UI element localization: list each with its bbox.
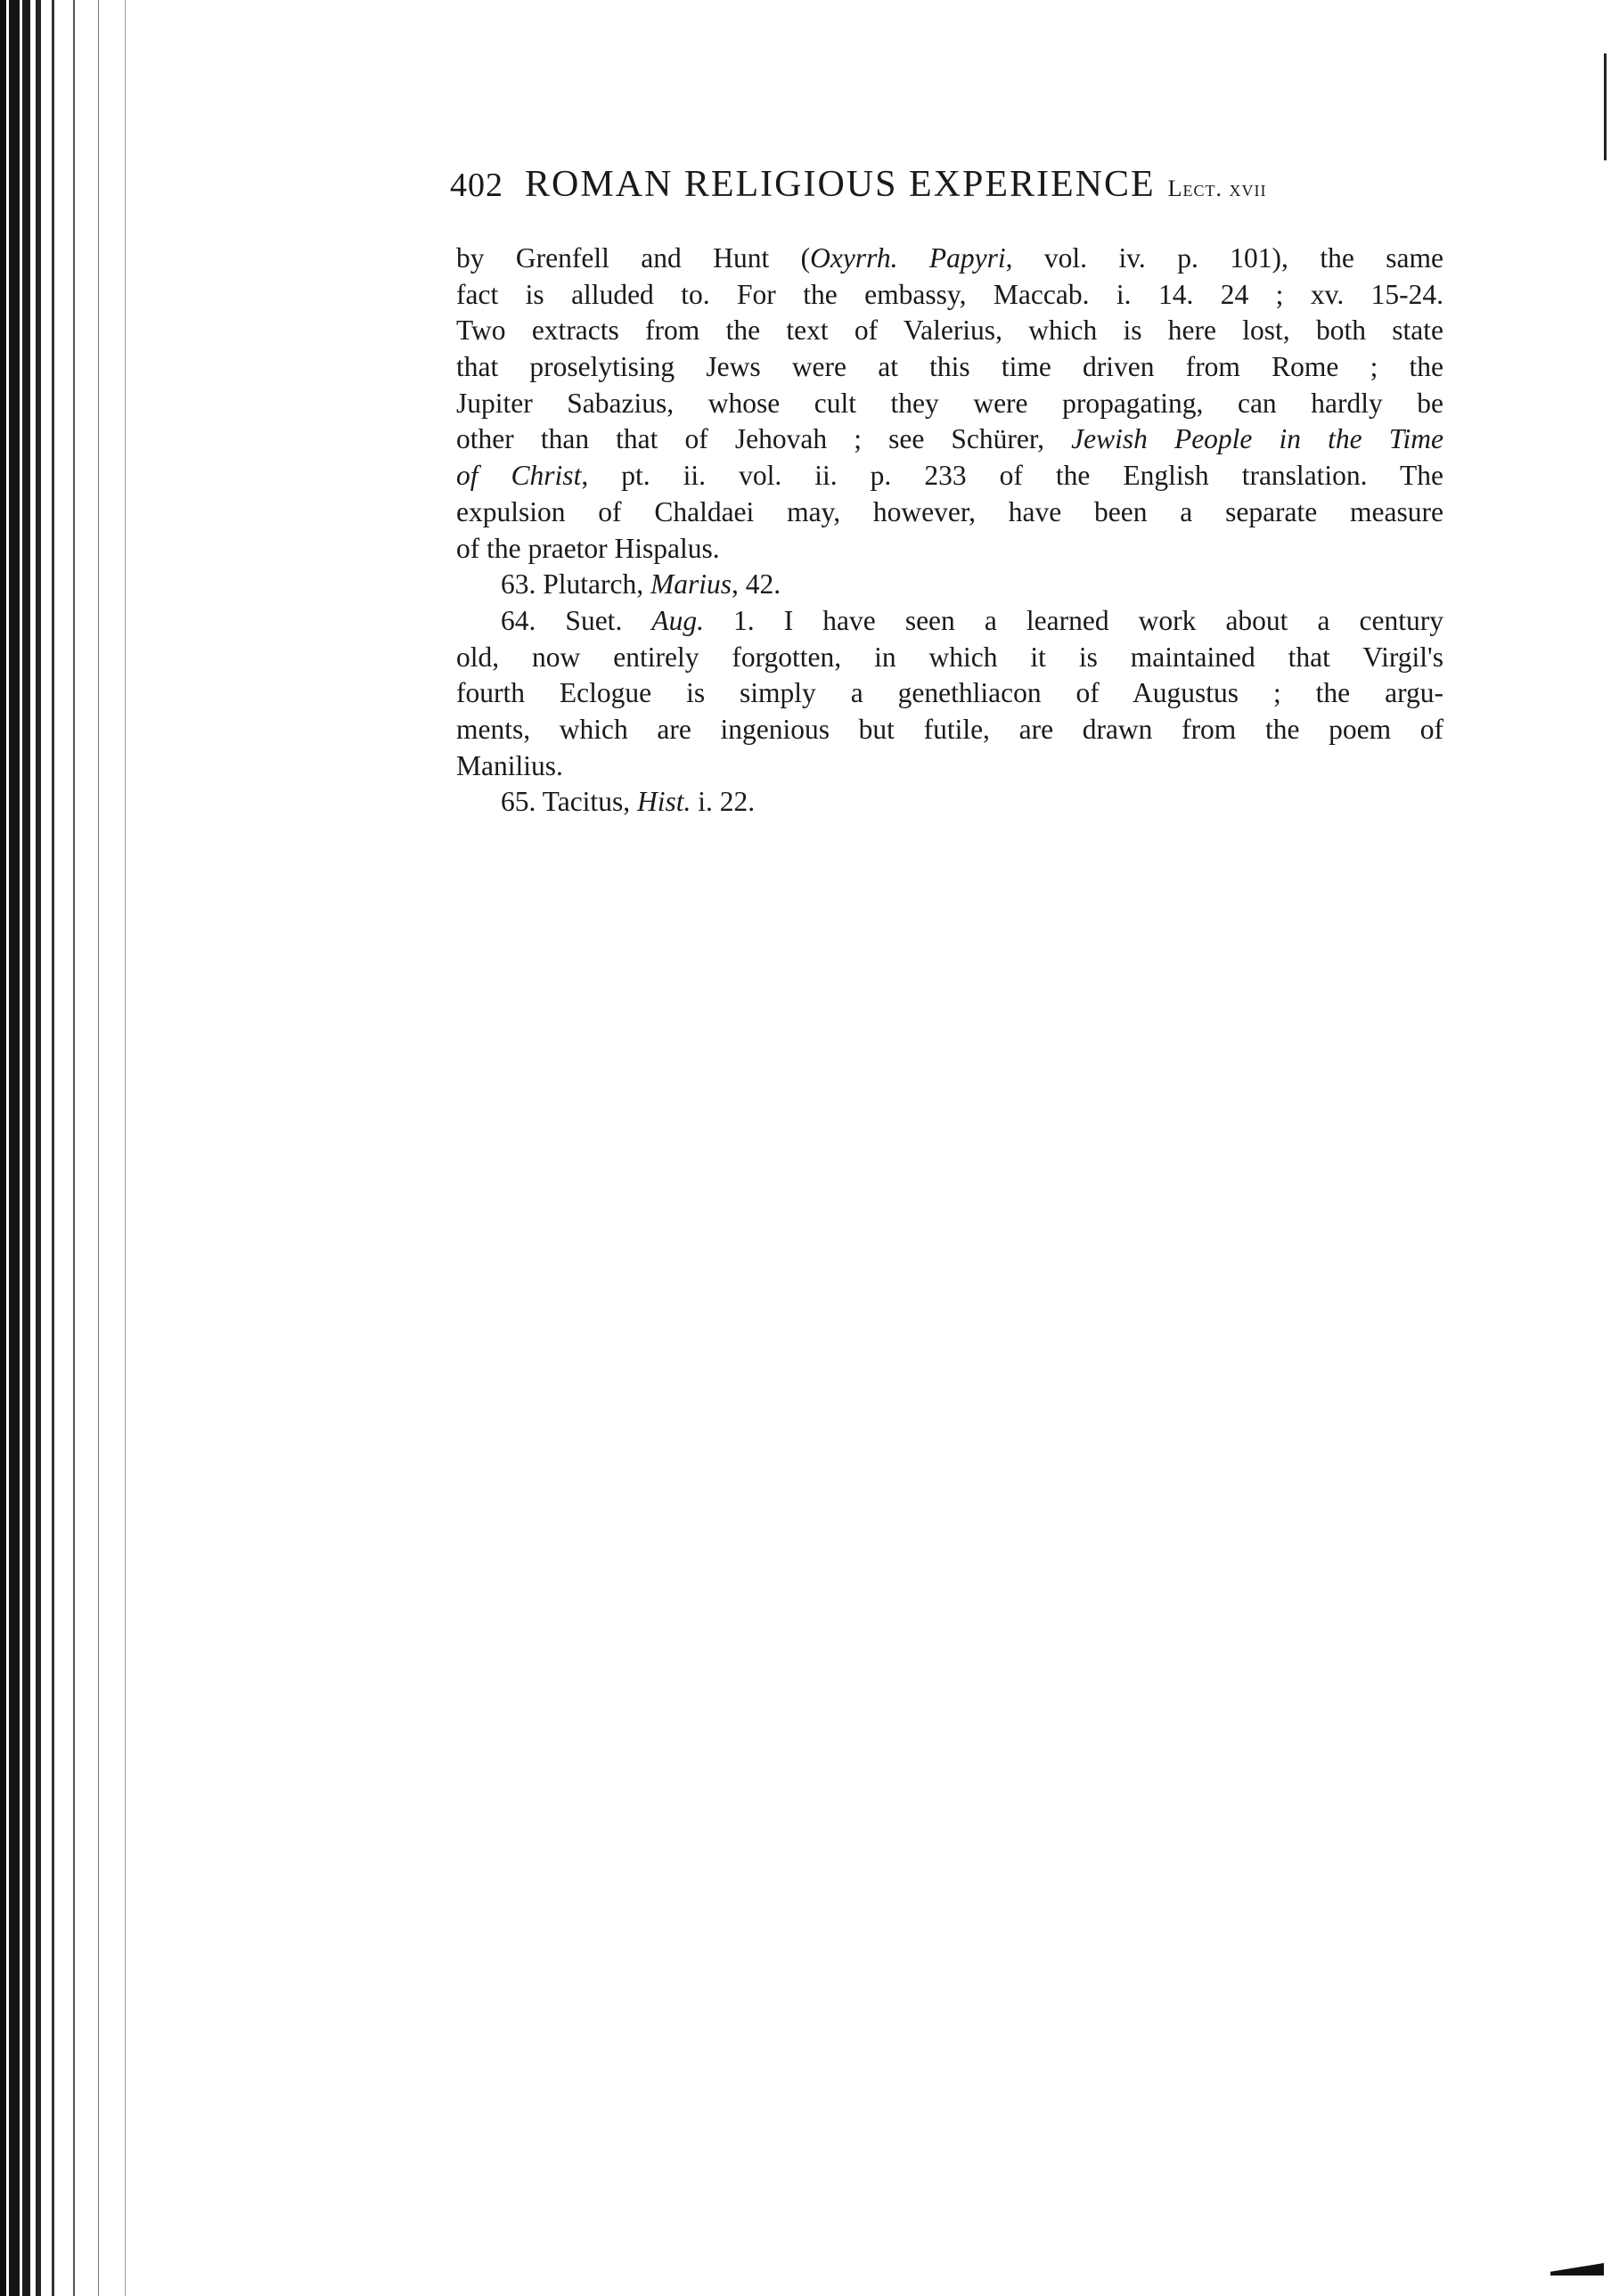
- text-line: [456, 603, 1443, 640]
- text-line: [456, 421, 1443, 458]
- text-segment: Jupiter Sabazius, whose cult they were propagating, can hardly be: [456, 387, 1443, 419]
- text-segment: expulsion of Chaldaei may, however, have been a separate measure: [456, 495, 1443, 527]
- text-line: [456, 675, 1443, 712]
- scan-edge-mark: [1604, 53, 1607, 160]
- scan-corner-mark: [1550, 2263, 1604, 2276]
- text-segment: i. 22.: [691, 786, 756, 818]
- italic-text: Hist.: [636, 786, 691, 818]
- text-segment: , vol. iv. p. 101), the same: [1005, 242, 1443, 274]
- text-line: [456, 712, 1443, 748]
- text-line: [456, 784, 1443, 821]
- text-segment: fourth Eclogue is simply a genethliacon of Augustus ; the argu-: [456, 677, 1443, 709]
- book-binding-edge: [0, 0, 134, 2296]
- text-line: [456, 313, 1443, 349]
- notes-text-block: [456, 241, 1443, 821]
- text-segment: 63. Plutarch,: [501, 568, 650, 601]
- text-segment: 1. I have seen a learned work about a century: [704, 604, 1443, 636]
- text-line: [456, 277, 1443, 314]
- text-line: [456, 640, 1443, 676]
- text-segment: Manilius.: [456, 749, 563, 781]
- text-segment: ments, which are ingenious but futile, are drawn from the poem of: [456, 713, 1443, 745]
- text-segment: by Grenfell and Hunt (: [456, 242, 811, 274]
- text-segment: of the praetor Hispalus.: [456, 532, 720, 564]
- text-line: [456, 494, 1443, 531]
- text-segment: , pt. ii. vol. ii. p. 233 of the English translation. The: [581, 460, 1443, 492]
- text-line: [456, 748, 1443, 785]
- text-segment: old, now entirely forgotten, in which it is maintained that Virgil's: [456, 641, 1443, 673]
- text-segment: 65. Tacitus,: [501, 786, 637, 818]
- italic-text: Jewish People in the Time: [1071, 423, 1443, 455]
- text-segment: fact is alluded to. For the embassy, Maccab. i. 14. 24 ; xv. 15-24.: [456, 278, 1443, 310]
- text-segment: other than that of Jehovah ; see Schürer,: [456, 423, 1072, 455]
- text-line: [456, 458, 1443, 494]
- text-segment: that proselytising Jews were at this time driven from Rome ; the: [456, 351, 1443, 383]
- lecture-reference: Lect. xvii: [1167, 176, 1267, 201]
- text-line: [456, 531, 1443, 568]
- italic-text: Marius: [650, 568, 732, 601]
- text-line: [456, 349, 1443, 386]
- italic-text: of Christ: [456, 460, 582, 492]
- running-title: ROMAN RELIGIOUS EXPERIENCE: [525, 164, 1156, 205]
- italic-text: Oxyrrh. Papyri: [810, 242, 1006, 274]
- running-header: [450, 163, 1448, 217]
- text-line: [456, 567, 1443, 603]
- text-line: [456, 241, 1443, 277]
- text-segment: , 42.: [732, 568, 781, 601]
- italic-text: Aug.: [651, 604, 704, 636]
- text-segment: 64. Suet.: [501, 604, 652, 636]
- page-number: 402: [450, 167, 503, 204]
- text-segment: Two extracts from the text of Valerius, which is here lost, both state: [456, 315, 1443, 347]
- text-line: [456, 386, 1443, 422]
